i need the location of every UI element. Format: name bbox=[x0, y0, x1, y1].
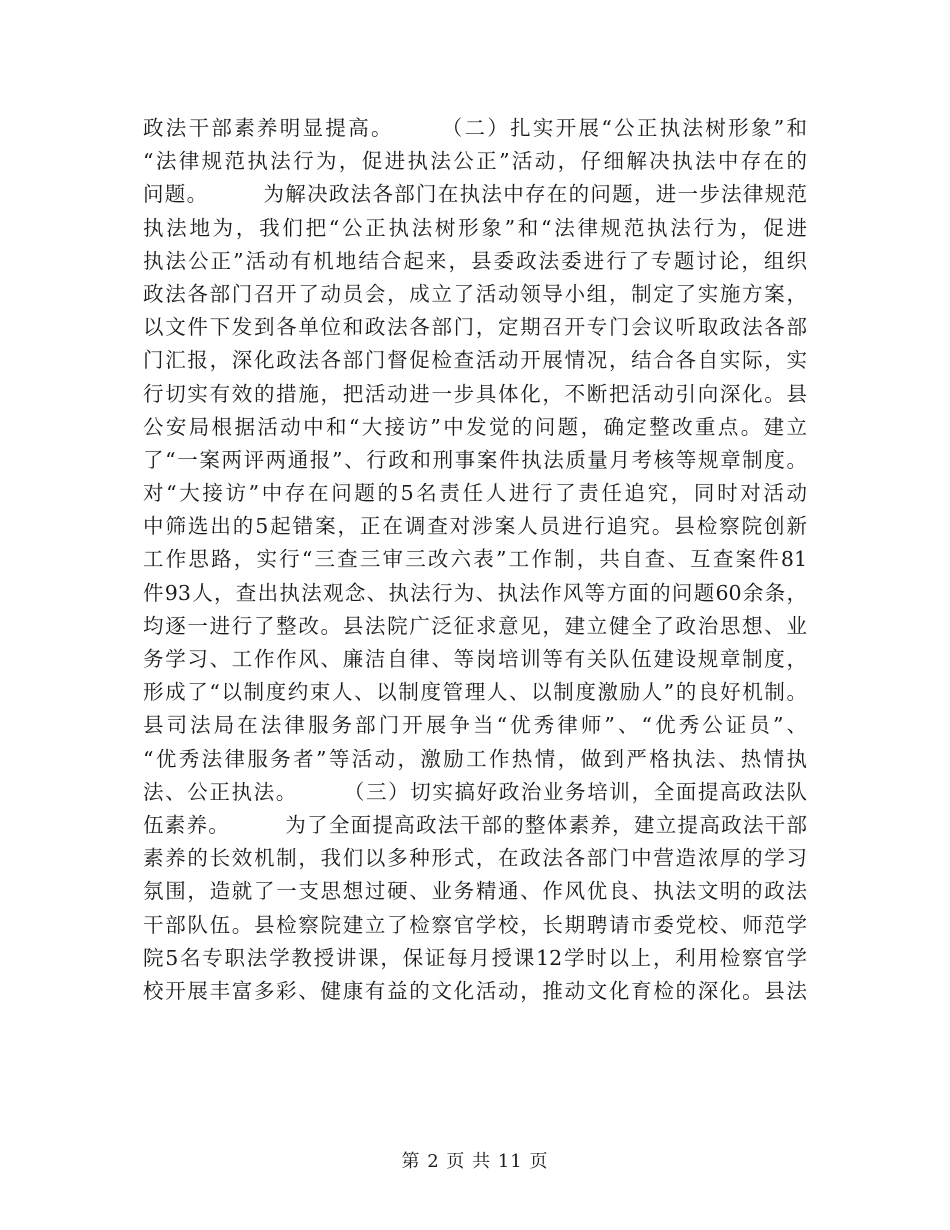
text-line: 对“大接访”中存在问题的5名责任人进行了责任追究，同时对活动 bbox=[143, 481, 807, 506]
text-line: 法、公正执法。 （三）切实搞好政治业务培训，全面提高政法队 bbox=[143, 779, 807, 804]
text-line: 伍素养。 为了全面提高政法干部的整体素养，建立提高政法干部 bbox=[143, 812, 807, 837]
text-line: 行切实有效的措施，把活动进一步具体化，不断把活动引向深化。县 bbox=[143, 381, 807, 406]
text-line: 执法公正”活动有机地结合起来，县委政法委进行了专题讨论，组织 bbox=[143, 248, 807, 273]
text-line: 干部队伍。县检察院建立了检察官学校，长期聘请市委党校、师范学 bbox=[143, 912, 807, 937]
text-line: 以文件下发到各单位和政法各部门，定期召开专门会议听取政法各部 bbox=[143, 315, 807, 340]
text-line: 政法干部素养明显提高。 （二）扎实开展“公正执法树形象”和 bbox=[143, 116, 807, 140]
text-line: 形成了“以制度约束人、以制度管理人、以制度激励人”的良好机制。 bbox=[143, 680, 807, 705]
page-number-footer: 第 2 页 共 11 页 bbox=[401, 1151, 549, 1172]
text-line: 问题。 为解决政法各部门在执法中存在的问题，进一步法律规范 bbox=[143, 182, 807, 207]
text-line: 门汇报，深化政法各部门督促检查活动开展情况，结合各自实际，实 bbox=[143, 348, 807, 373]
text-line: 件93人，查出执法观念、执法行为、执法作风等方面的问题60余条， bbox=[143, 580, 807, 605]
text-line: 了“一案两评两通报”、行政和刑事案件执法质量月考核等规章制度。 bbox=[143, 447, 807, 472]
text-line: 均逐一进行了整改。县法院广泛征求意见，建立健全了政治思想、业 bbox=[143, 613, 807, 638]
text-line: 素养的长效机制，我们以多种形式，在政法各部门中营造浓厚的学习 bbox=[143, 846, 807, 871]
text-line: 中筛选出的5起错案，正在调查对涉案人员进行追究。县检察院创新 bbox=[143, 514, 807, 539]
document-body bbox=[143, 112, 807, 1008]
text-line: 政法各部门召开了动员会，成立了活动领导小组，制定了实施方案， bbox=[143, 281, 807, 306]
text-line: “法律规范执法行为，促进执法公正”活动，仔细解决执法中存在的 bbox=[143, 149, 807, 174]
text-line: 执法地为，我们把“公正执法树形象”和“法律规范执法行为，促进 bbox=[143, 215, 807, 240]
text-line: 氛围，造就了一支思想过硬、业务精通、作风优良、执法文明的政法 bbox=[143, 879, 807, 904]
text-line: “优秀法律服务者”等活动，激励工作热情，做到严格执法、热情执 bbox=[143, 746, 807, 771]
text-line: 公安局根据活动中和“大接访”中发觉的问题，确定整改重点。建立 bbox=[143, 414, 807, 439]
text-line: 校开展丰富多彩、健康有益的文化活动，推动文化育检的深化。县法 bbox=[143, 978, 807, 1003]
text-line: 工作思路，实行“三查三审三改六表”工作制，共自查、互查案件81 bbox=[143, 547, 807, 572]
text-line: 县司法局在法律服务部门开展争当“优秀律师”、“优秀公证员”、 bbox=[143, 713, 807, 738]
text-line: 务学习、工作作风、廉洁自律、等岗培训等有关队伍建设规章制度， bbox=[143, 647, 807, 671]
text-line: 院5名专职法学教授讲课，保证每月授课12学时以上，利用检察官学 bbox=[143, 945, 807, 970]
